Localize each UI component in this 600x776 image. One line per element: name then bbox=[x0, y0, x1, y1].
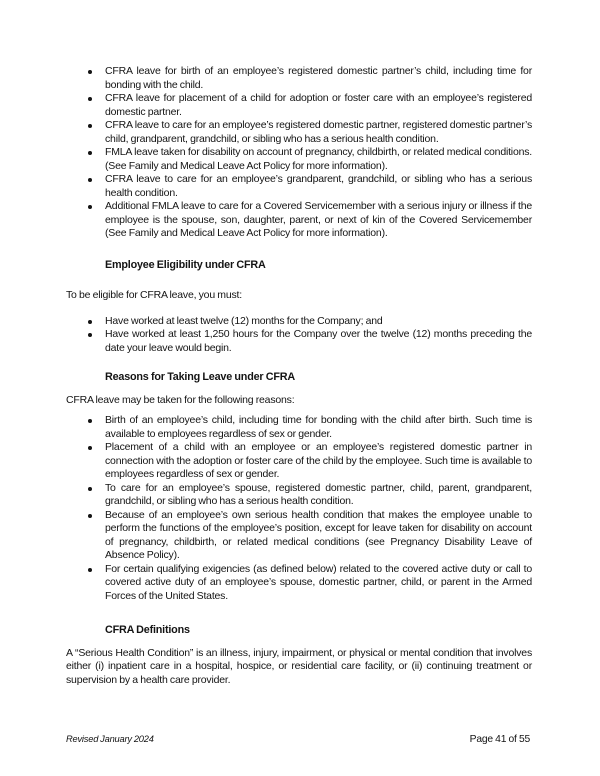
page-number: Page 41 of 55 bbox=[469, 734, 530, 745]
list-item: Have worked at least twelve (12) months for the Company; and bbox=[66, 315, 532, 329]
list-item: CFRA leave for placement of a child for adoption or foster care with an employee’s registered domestic partner. bbox=[66, 92, 532, 119]
reasons-intro-text: CFRA leave may be taken for the following reasons: bbox=[66, 393, 295, 406]
cfra-leave-types-list bbox=[66, 65, 532, 241]
list-item: For certain qualifying exigencies (as defined below) related to the covered active duty or call to covered active duty of an employee’s spouse, domestic partner, child, or parent in the Armed Forces of the United States. bbox=[66, 563, 532, 604]
heading-employee-eligibility: Employee Eligibility under CFRA bbox=[105, 258, 266, 271]
page-footer bbox=[66, 733, 530, 747]
list-item: FMLA leave taken for disability on account of pregnancy, childbirth, or related medical conditions. (See Family and Medical Leave Act Policy for more information). bbox=[66, 146, 532, 173]
heading-cfra-definitions: CFRA Definitions bbox=[105, 624, 190, 636]
list-item: To care for an employee’s spouse, registered domestic partner, child, parent, grandparent, grandchild, or sibling who has a serious health condition. bbox=[66, 482, 532, 509]
list-item: Because of an employee’s own serious health condition that makes the employee unable to perform the functions of the employee’s position, except for leave taken for disability on account of pregnancy, childbirth, or related medical conditions (see Pregnancy Disability Leave of Absence Policy). bbox=[66, 509, 532, 563]
list-item: Have worked at least 1,250 hours for the Company over the twelve (12) months preceding the date your leave would begin. bbox=[66, 328, 532, 355]
revision-date: Revised January 2024 bbox=[66, 734, 154, 744]
eligibility-intro-text: To be eligible for CFRA leave, you must: bbox=[66, 289, 242, 301]
list-item: Birth of an employee’s child, including time for bonding with the child after birth. Such time is available to employees regardless of sex or gender. bbox=[66, 414, 532, 441]
eligibility-requirements-list bbox=[66, 315, 532, 356]
list-item: CFRA leave for birth of an employee’s registered domestic partner’s child, including time for bonding with the child. bbox=[66, 65, 532, 92]
definitions-paragraph: A “Serious Health Condition” is an illness, injury, impairment, or physical or mental condition that involves either (i) inpatient care in a hospital, hospice, or residential care facility, or (ii) continuing treatment or supervision by a health care provider. bbox=[66, 646, 532, 686]
list-item: Additional FMLA leave to care for a Covered Servicemember with a serious injury or illness if the employee is the spouse, son, daughter, parent, or next of kin of the Covered Servicemember (See Family and Medical Leave Act Policy for more information). bbox=[66, 200, 532, 241]
list-item: Placement of a child with an employee or an employee’s registered domestic partner in connection with the adoption or foster care of the child by the employee. Such time is available to employees regardless of sex or gender. bbox=[66, 441, 532, 482]
list-item: CFRA leave to care for an employee’s registered domestic partner, registered domestic partner’s child, grandparent, grandchild, or sibling who has a serious health condition. bbox=[66, 119, 532, 146]
leave-reasons-list bbox=[66, 414, 532, 603]
list-item: CFRA leave to care for an employee’s grandparent, grandchild, or sibling who has a serious health condition. bbox=[66, 173, 532, 200]
heading-reasons-for-leave: Reasons for Taking Leave under CFRA bbox=[105, 371, 295, 383]
